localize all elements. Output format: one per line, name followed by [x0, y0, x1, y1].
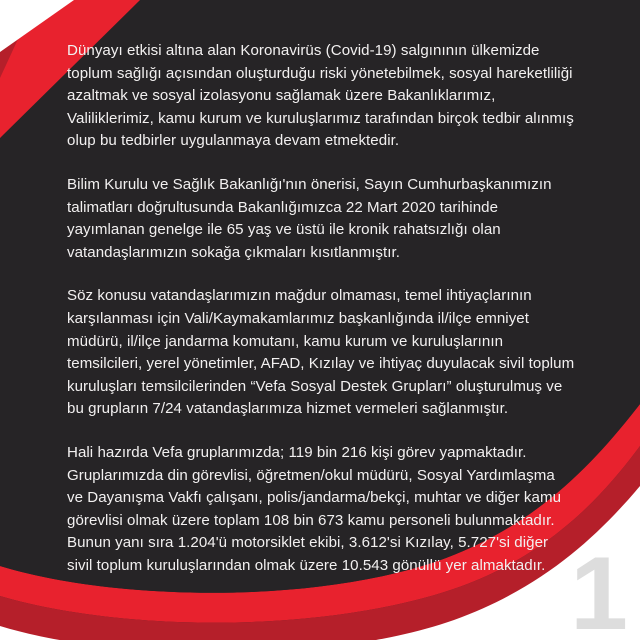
paragraph-3: Söz konusu vatandaşlarımızın mağdur olmaması, temel ihtiyaçlarının karşılanması için Vali/Kaymakamlarımız başkanlığında il/ilçe emniyet müdürü, il/ilçe jandarma komutanı, kamu kurum ve kuruluşlarının temsilcileri, yerel yönetimler, AFAD, Kızılay ve ihtiyaç duyulacak sivil toplum kuruluşları temsilcilerinden “Vefa Sosyal Destek Grupları” oluşturulmuş ve bu grupların 7/24 vatandaşlarımıza hizmet vermeleri sağlanmıştır.	[67, 287, 575, 418]
paragraph-4: Hali hazırda Vefa gruplarımızda; 119 bin 216 kişi görev yapmaktadır. Gruplarımızda din görevlisi, öğretmen/okul müdürü, Sosyal Yardımlaşma ve Dayanışma Vakfı çalışanı, polis/jandarma/bekçi, muhtar ve diğer kamu görevlisi olmak üzere toplam 108 bin 673 kamu personeli bulunmaktadır. Bunun yanı sıra 1.204'ü motorsiklet ekibi, 3.612'si Kızılay, 5.727'si diğer sivil toplum kuruluşlarından olmak üzere 10.543 gönüllü yer almaktadır.	[67, 443, 562, 574]
page-number: 1	[570, 536, 626, 640]
paragraph-1: Dünyayı etkisi altına alan Koronavirüs (Covid-19) salgınının ülkemizde toplum sağlığı açısından oluşturduğu riski yönetebilmek, sosyal hareketliliği azaltmak ve sosyal izolasyonu sağlamak üzere Bakanlıklarımız, Valiliklerimiz, kamu kurum ve kuruluşlarımız tarafından birçok tedbir alınmış olup bu tedbirler uygulanmaya devam etmektedir.	[67, 42, 574, 150]
paragraph-2: Bilim Kurulu ve Sağlık Bakanlığı'nın önerisi, Sayın Cumhurbaşkanımızın talimatları doğrultusunda Bakanlığımızca 22 Mart 2020 tarihinde yayımlanan genelge ile 65 yaş ve üstü ile kronik rahatsızlığı olan vatandaşlarımızın sokağa çıkmaları kısıtlanmıştır.	[67, 175, 552, 261]
